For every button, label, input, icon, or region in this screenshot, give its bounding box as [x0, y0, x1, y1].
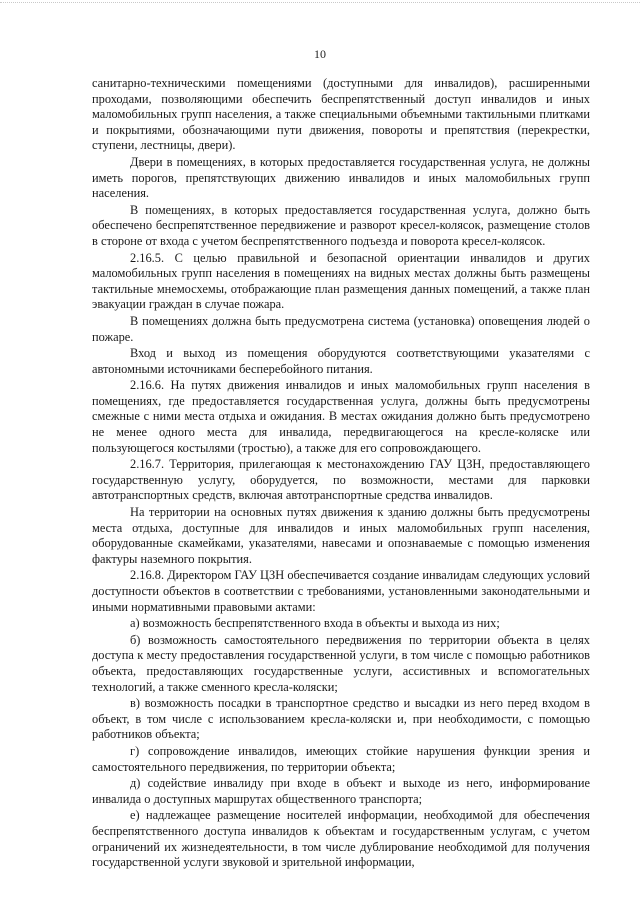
paragraph: В помещениях, в которых предоставляется государственная услуга, должно быть обеспечено беспрепятственное передвижение и разворот кресел-колясок, размещение столов в стороне от входа с учетом беспрепятственного подъезда и поворота кресел-колясок. [92, 202, 590, 248]
page-number: 10 [314, 47, 326, 61]
paragraph: 2.16.6. На путях движения инвалидов и иных маломобильных групп населения в помещениях, где предоставляется государственная услуга, должны быть предусмотрены смежные с ними места отдыха и ожидания. В местах ожидания должно быть предусмотрено не менее одного места для инвалида, передвигающегося на кресле-коляске или пользующегося костылями (тростью), а также для его сопровождающего. [92, 378, 590, 455]
list-item: е) надлежащее размещение носителей информации, необходимой для обеспечения беспрепятственного доступа инвалидов к объектам и государственным услугам, с учетом ограничений их жизнедеятельности, в том числе дублирование необходимой для получения государственной услуги звуковой и зрительной информации, [92, 808, 590, 870]
paragraph: санитарно-техническими помещениями (доступными для инвалидов), расширенными проходами, позволяющими обеспечить беспрепятственный доступ инвалидов и иных маломобильных групп населения, а также специальными объемными тактильными плитками и покрытиями, обозначающими пути движения, повороты и препятствия (перекрестки, ступени, лестницы, двери). [92, 76, 590, 153]
paragraph: 2.16.8. Директором ГАУ ЦЗН обеспечивается создание инвалидам следующих условий доступности объектов в соответствии с требованиями, установленными законодательными и иными нормативными правовыми актами: [92, 568, 590, 614]
document-body [92, 76, 590, 872]
list-item: д) содействие инвалиду при входе в объект и выходе из него, информирование инвалида о доступных маршрутах общественного транспорта; [92, 776, 590, 806]
scan-edge [0, 2, 640, 9]
list-item: б) возможность самостоятельного передвижения по территории объекта в целях доступа к месту предоставления государственной услуги, в том числе с помощью работников объекта, предоставляющих государственные услуги, ассистивных и вспомогательных технологий, а также сменного кресла-коляски; [92, 632, 590, 694]
paragraph: Вход и выход из помещения оборудуются соответствующими указателями с автономными источниками бесперебойного питания. [92, 346, 590, 376]
paragraph: В помещениях должна быть предусмотрена система (установка) оповещения людей о пожаре. [92, 313, 590, 344]
paragraph: На территории на основных путях движения к зданию должны быть предусмотрены места отдыха, доступные для инвалидов и иных маломобильных групп населения, оборудованные скамейками, указателями, навесами и опознаваемые с помощью изменения фактуры наземного покрытия. [92, 505, 590, 566]
list-item: в) возможность посадки в транспортное средство и высадки из него перед входом в объект, в том числе с использованием кресла-коляски и, при необходимости, с помощью работников объекта; [92, 696, 590, 742]
paragraph: 2.16.7. Территория, прилегающая к местонахождению ГАУ ЦЗН, предоставляющего государственную услугу, оборудуется, по возможности, местами для парковки автотранспортных средств, включая автотранспортные средства инвалидов. [92, 457, 590, 503]
paragraph: 2.16.5. С целью правильной и безопасной ориентации инвалидов и других маломобильных групп населения в помещениях на видных местах должны быть размещены тактильные мнемосхемы, отображающие план размещения данных помещений, а также план эвакуации граждан в случае пожара. [92, 250, 590, 312]
list-item: а) возможность беспрепятственного входа в объекты и выхода из них; [130, 616, 500, 631]
paragraph: Двери в помещениях, в которых предоставляется государственная услуга, не должны иметь порогов, препятствующих движению инвалидов и иных маломобильных групп населения. [92, 154, 590, 201]
list-item: г) сопровождение инвалидов, имеющих стойкие нарушения функции зрения и самостоятельного передвижения, по территории объекта; [92, 743, 590, 774]
